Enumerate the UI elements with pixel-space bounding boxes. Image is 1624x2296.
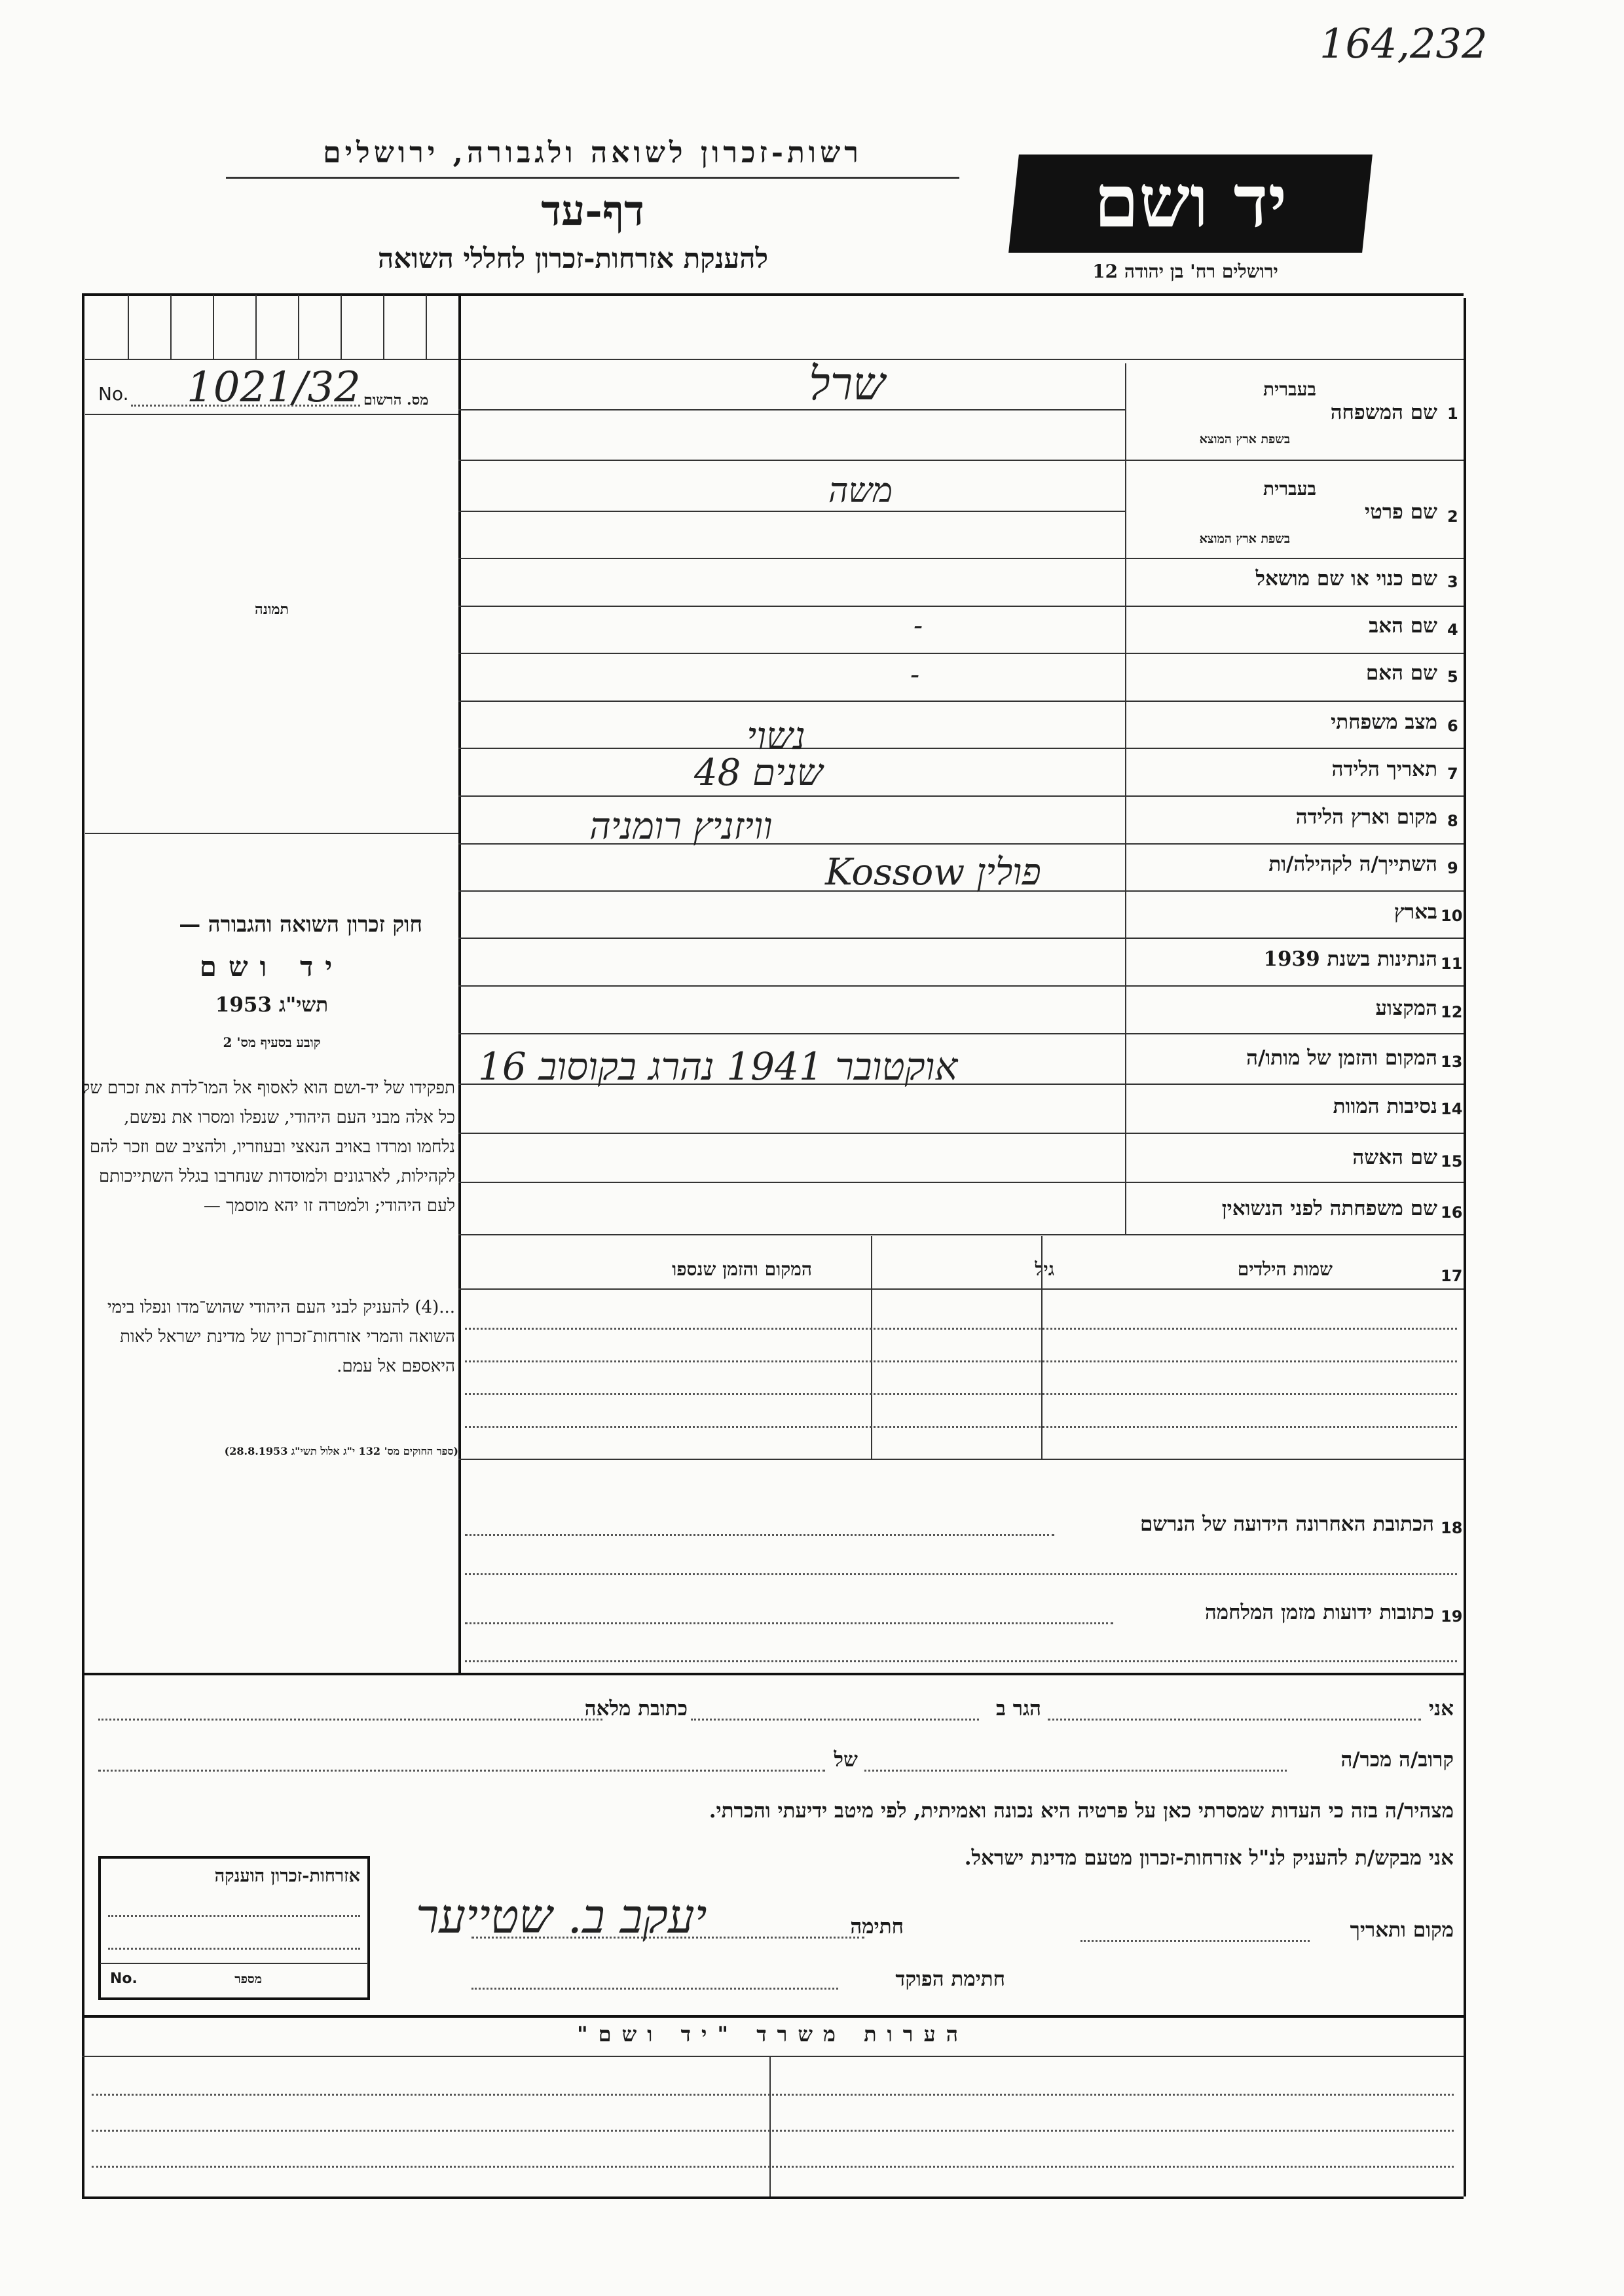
citizenship-number-line [100, 1963, 368, 1964]
field-1-hebrew-label: בעברית [1263, 378, 1316, 400]
notes-row-3 [92, 2166, 1454, 2168]
field-9-number: 9 [1447, 859, 1458, 877]
field-13-number: 13 [1441, 1053, 1463, 1071]
children-row-2 [465, 1360, 1457, 1362]
field-3-label: שם כנוי או שם מושאל [1255, 567, 1437, 591]
field-9-value: Kossow פולין [825, 851, 1041, 894]
row-line-2a [458, 511, 1125, 512]
decl-of: של [834, 1748, 858, 1772]
field-10-number: 10 [1441, 907, 1463, 925]
field-13-value: 16 אוקטובר 1941 נהרג בקוסוב [478, 1044, 958, 1089]
field-11-label: הנתינות בשנת 1939 [1263, 947, 1437, 971]
law-title: חוק זכרון השואה והגבורה — [179, 911, 422, 937]
field-3-number: 3 [1447, 573, 1458, 591]
field-19-dots-2 [465, 1660, 1457, 1662]
children-col-sep-2 [1041, 1236, 1043, 1459]
field-18-label: הכתובת האחרונה הידועה של הנרשם [1139, 1512, 1434, 1536]
tick-sep-4 [255, 295, 257, 359]
upper-section-bottom [82, 1673, 1464, 1675]
decl-full-address: כתובת מלאה [584, 1697, 688, 1721]
office-notes-title: הערות משרד "יד ושם" [576, 2022, 969, 2047]
notes-row-1 [92, 2094, 1454, 2096]
citizenship-dots-2 [108, 1948, 360, 1950]
children-row-4 [465, 1426, 1457, 1428]
row-line-10 [458, 938, 1464, 939]
decl-signature-label: חתימה [850, 1915, 904, 1939]
tick-sep-6 [341, 295, 342, 359]
field-7-number: 7 [1447, 765, 1458, 783]
children-col-age: גיל [1035, 1258, 1054, 1280]
notes-row-2 [92, 2130, 1454, 2132]
form-title: דף-עד [541, 187, 644, 236]
field-8-number: 8 [1447, 812, 1458, 830]
row-line-16 [458, 1234, 1464, 1235]
decl-signature-value: יעקב ב. שטייער [416, 1889, 707, 1944]
decl-place-date: מקום ותאריך [1350, 1918, 1454, 1942]
decl-i: אני [1428, 1697, 1454, 1721]
decl-statement: מצהיר/ה בזה כי העדות שמסרתי כאן על פרטיה היא נכונה ואמיתית, לפי מיטב ידיעתי והכרתי. [709, 1799, 1454, 1823]
field-5-label: שם האם [1365, 661, 1437, 685]
frame-right [1464, 298, 1466, 2196]
reg-no-label: No. [98, 383, 129, 405]
decl-dots-1 [1048, 1719, 1421, 1721]
tick-sep-8 [426, 295, 427, 359]
decl-dots-2 [691, 1719, 979, 1721]
children-col-names: שמות הילדים [1237, 1258, 1333, 1280]
row-line-14 [458, 1133, 1464, 1134]
tick-sep-1 [128, 295, 129, 359]
notes-col-sep [769, 2056, 771, 2196]
field-6-number: 6 [1447, 717, 1458, 735]
field-6-label: מצב משפחתי [1331, 710, 1437, 734]
frame-bottom [82, 2196, 1464, 2199]
authority-heading: רשות-זכרון לשואה ולגבורה, ירושלים [323, 136, 862, 170]
field-7-value: 48 שנים [694, 752, 823, 794]
field-10-label: בארץ [1393, 900, 1437, 924]
row-line-6 [458, 748, 1464, 749]
field-1-number: 1 [1447, 405, 1458, 423]
law-year: תשי"ג 1953 [215, 993, 329, 1017]
field-1-local-label: בשפת ארץ המוצא [1199, 432, 1290, 446]
decl-officer-signature: חתימת הפוקד [895, 1967, 1005, 1991]
label-column-border [1125, 363, 1126, 1234]
field-12-number: 12 [1441, 1003, 1463, 1021]
children-col-place: המקום והזמן שנספו [672, 1258, 812, 1280]
row-line-12 [458, 1033, 1464, 1034]
field-6-value: נשוי [747, 714, 805, 758]
field-16-label: שם משפחתה לפני הנשואין [1221, 1197, 1437, 1220]
field-18-dots-2 [465, 1573, 1457, 1575]
form-subtitle: להענקת אזרחות-זכרון לחללי השואה [377, 242, 769, 274]
field-1-label: שם המשפחה [1330, 401, 1437, 424]
field-11-number: 11 [1441, 955, 1463, 973]
field-2-local-label: בשפת ארץ המוצא [1199, 532, 1290, 546]
field-2-value: משה [828, 471, 893, 511]
law-paragraph-1: תפקידו של יד-ושם הוא לאסוף אל המו־לדת את זכרם של כל אלה מבני העם היהודי, שנפלו ומסרו את נפשם, נלחמו ומרדו באויב הנאצי ובעוזריו, ולהציב שם וזכר להם לקהילות, לארגונים ולמוסדות שנחרבו בגלל השתייכותם לעם היהודי; ולמטרה זו יהא מוסמך — [82, 1078, 455, 1216]
field-8-value: וויזניץ רומניה [589, 805, 773, 848]
children-header-line [458, 1288, 1464, 1290]
field-8-label: מקום וארץ הלידה [1295, 805, 1437, 829]
decl-request: אני מבקש/ת להעניק לנ"ל אזרחות-זכרון מטעם מדינת ישראל. [964, 1846, 1454, 1870]
decl-dots-5 [98, 1770, 825, 1772]
children-row-1 [465, 1328, 1457, 1330]
address: ירושלים רח' בן יהודה 12 [1092, 261, 1278, 282]
logo-text: יד ושם [1094, 159, 1287, 244]
decl-living-in: הגר ב [995, 1697, 1041, 1721]
photo-label: תמונה [255, 601, 289, 618]
field-5-number: 5 [1447, 668, 1458, 686]
decl-dots-8 [471, 1988, 838, 1990]
field-19-number: 19 [1441, 1607, 1463, 1626]
field-16-number: 16 [1441, 1203, 1463, 1222]
field-13-label: המקום והזמן של מותו/ה [1246, 1046, 1437, 1070]
tick-sep-5 [298, 295, 299, 359]
authority-underline [226, 177, 959, 179]
field-4-value: - [913, 609, 923, 641]
tick-row-line [85, 359, 1464, 360]
frame-left [82, 293, 84, 2198]
notes-top-line [82, 2015, 1464, 2018]
field-2-hebrew-label: בעברית [1263, 478, 1316, 500]
decl-dots-6 [1080, 1940, 1310, 1942]
field-18-dots-1 [465, 1534, 1054, 1536]
row-line-4 [458, 653, 1464, 654]
reg-no-value: 1021/32 [187, 363, 361, 412]
row-line-7 [458, 795, 1464, 797]
frame-top [82, 293, 1464, 296]
decl-dots-3 [98, 1719, 602, 1721]
field-15-number: 15 [1441, 1152, 1463, 1171]
field-19-label: כתובות ידועות מזמן המלחמה [1204, 1601, 1434, 1624]
citizenship-dots-1 [108, 1915, 360, 1917]
field-2-number: 2 [1447, 507, 1458, 526]
field-12-label: המקצוע [1375, 996, 1437, 1020]
row-line-1 [458, 460, 1464, 461]
row-line-11 [458, 985, 1464, 987]
archive-number: 164,232 [1320, 20, 1488, 67]
field-2-label: שם פרטי [1364, 500, 1437, 524]
row-line-2 [458, 558, 1464, 559]
field-18-number: 18 [1441, 1519, 1463, 1537]
row-line-5 [458, 701, 1464, 702]
field-9-label: השתייך/ה לקהילה/ות [1268, 852, 1437, 876]
tick-sep-7 [383, 295, 384, 359]
citizenship-no-label: No. [110, 1971, 138, 1987]
children-row-3 [465, 1393, 1457, 1395]
field-17-number: 17 [1441, 1267, 1463, 1285]
photo-bottom [85, 833, 458, 834]
field-15-label: שם האשה [1352, 1146, 1437, 1169]
field-5-value: - [910, 658, 920, 690]
left-column-border [458, 295, 461, 1673]
decl-relative: קרוב/ה מכר/ה [1340, 1748, 1454, 1772]
row-line-3 [458, 606, 1464, 607]
row-line-1a [458, 409, 1125, 410]
reg-label: מס. הרשום [363, 392, 429, 409]
children-col-sep-1 [871, 1236, 872, 1459]
field-7-label: תאריך הלידה [1331, 757, 1437, 781]
field-1-value: שרל [809, 357, 885, 410]
citizenship-number-label: מספר [234, 1972, 262, 1986]
citizenship-box-title: אזרחות-זכרון הוענקה [214, 1866, 360, 1886]
field-14-label: נסיבות המוות [1333, 1095, 1437, 1118]
field-19-dots-1 [465, 1622, 1113, 1624]
tick-sep-2 [170, 295, 172, 359]
law-name: יד ושם [199, 951, 344, 983]
field-4-number: 4 [1447, 621, 1458, 639]
tick-sep-3 [213, 295, 214, 359]
field-14-number: 14 [1441, 1100, 1463, 1118]
law-paragraph-2: ...(4) להעניק לבני העם היהודי שהוש־מדו ונפלו בימי השואה והמרי אזרחות־זכרון של מדינת ישראל לאות היאספם אל עמם. [107, 1298, 455, 1376]
row-line-15 [458, 1182, 1464, 1183]
law-citation: (ספר החוקים מס' 132 י"ג אלול תשי"ג 28.8.1953) [224, 1445, 458, 1457]
law-clause: קובע בסעיף מס' 2 [223, 1034, 321, 1050]
children-bottom-line [458, 1459, 1464, 1460]
notes-header-line [82, 2056, 1464, 2057]
field-4-label: שם האב [1369, 614, 1437, 638]
decl-dots-4 [864, 1770, 1287, 1772]
reg-line [85, 414, 458, 415]
